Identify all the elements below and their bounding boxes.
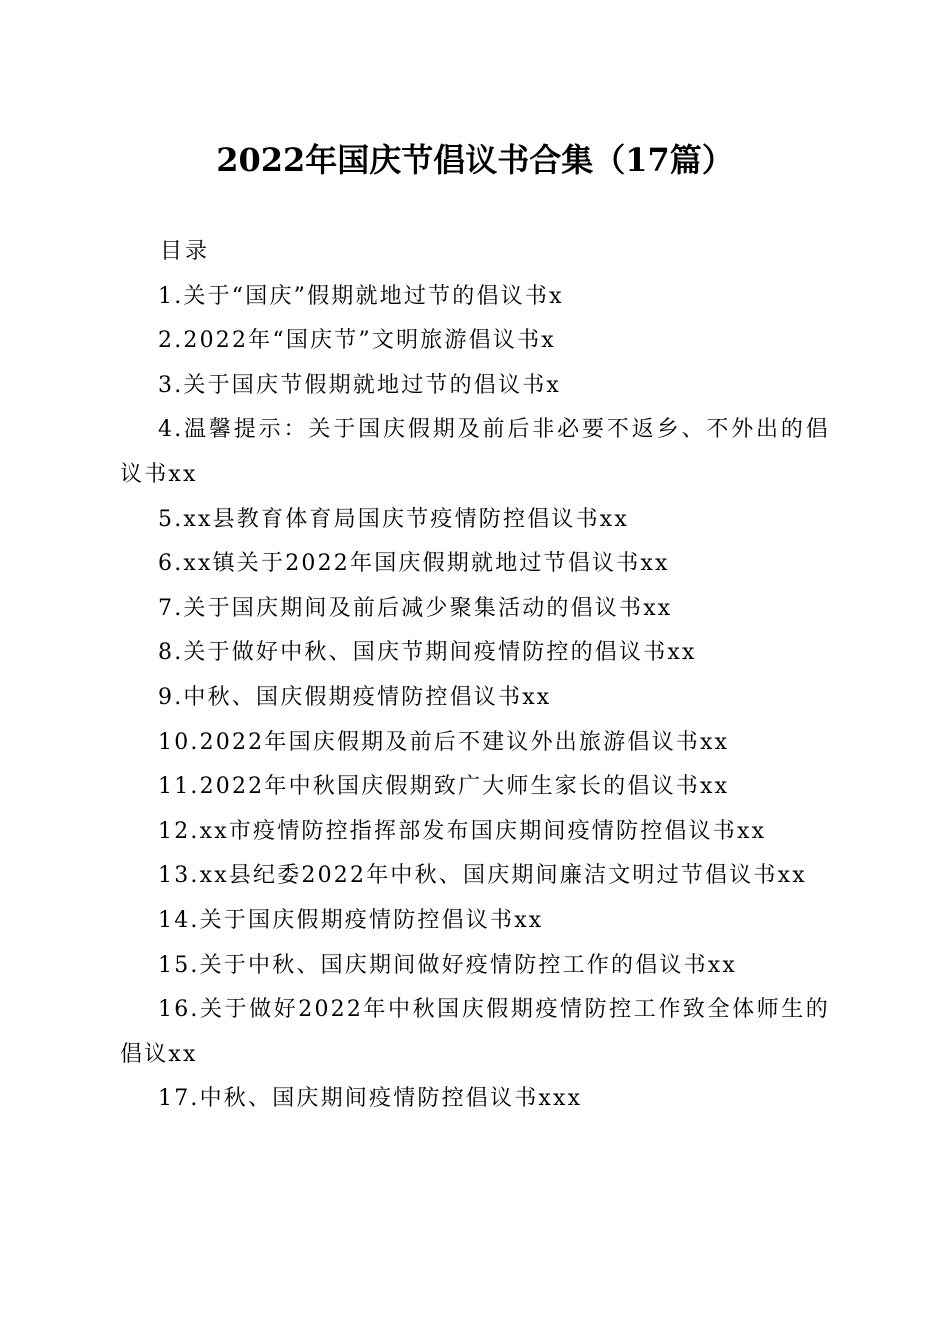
toc-item-6: 6.xx镇关于2022年国庆假期就地过节倡议书xx: [158, 551, 670, 577]
toc-item-4: 4.温馨提示：关于国庆假期及前后非必要不返乡、不外出的倡议书xx: [120, 417, 830, 487]
toc-item-15: 15.关于中秋、国庆期间做好疫情防控工作的倡议书xx: [158, 952, 738, 978]
toc-item-17: 17.中秋、国庆期间疫情防控倡议书xxx: [158, 1086, 583, 1112]
toc-item-8: 8.关于做好中秋、国庆节期间疫情防控的倡议书xx: [158, 640, 697, 666]
toc-item-11: 11.2022年中秋国庆假期致广大师生家长的倡议书xx: [158, 774, 730, 800]
toc-heading: 目录: [160, 239, 211, 264]
toc-item-5: 5.xx县教育体育局国庆节疫情防控倡议书xx: [158, 506, 630, 532]
toc-item-9: 9.中秋、国庆假期疫情防控倡议书xx: [158, 684, 552, 710]
toc-item-3: 3.关于国庆节假期就地过节的倡议书x: [158, 372, 561, 398]
toc-item-14: 14.关于国庆假期疫情防控倡议书xx: [158, 907, 544, 933]
table-of-contents: [120, 230, 830, 1122]
toc-item-7: 7.关于国庆期间及前后减少聚集活动的倡议书xx: [158, 595, 673, 621]
toc-item-13: 13.xx县纪委2022年中秋、国庆期间廉洁文明过节倡议书xx: [158, 863, 807, 889]
document-title: 2022年国庆节倡议书合集（17篇）: [216, 141, 734, 179]
toc-item-2: 2.2022年“国庆节”文明旅游倡议书x: [158, 328, 556, 354]
toc-item-10: 10.2022年国庆假期及前后不建议外出旅游倡议书xx: [158, 729, 730, 755]
toc-item-12: 12.xx市疫情防控指挥部发布国庆期间疫情防控倡议书xx: [158, 818, 767, 844]
toc-item-1: 1.关于“国庆”假期就地过节的倡议书x: [158, 283, 564, 309]
toc-item-16: 16.关于做好2022年中秋国庆假期疫情防控工作致全体师生的倡议xx: [120, 997, 830, 1067]
